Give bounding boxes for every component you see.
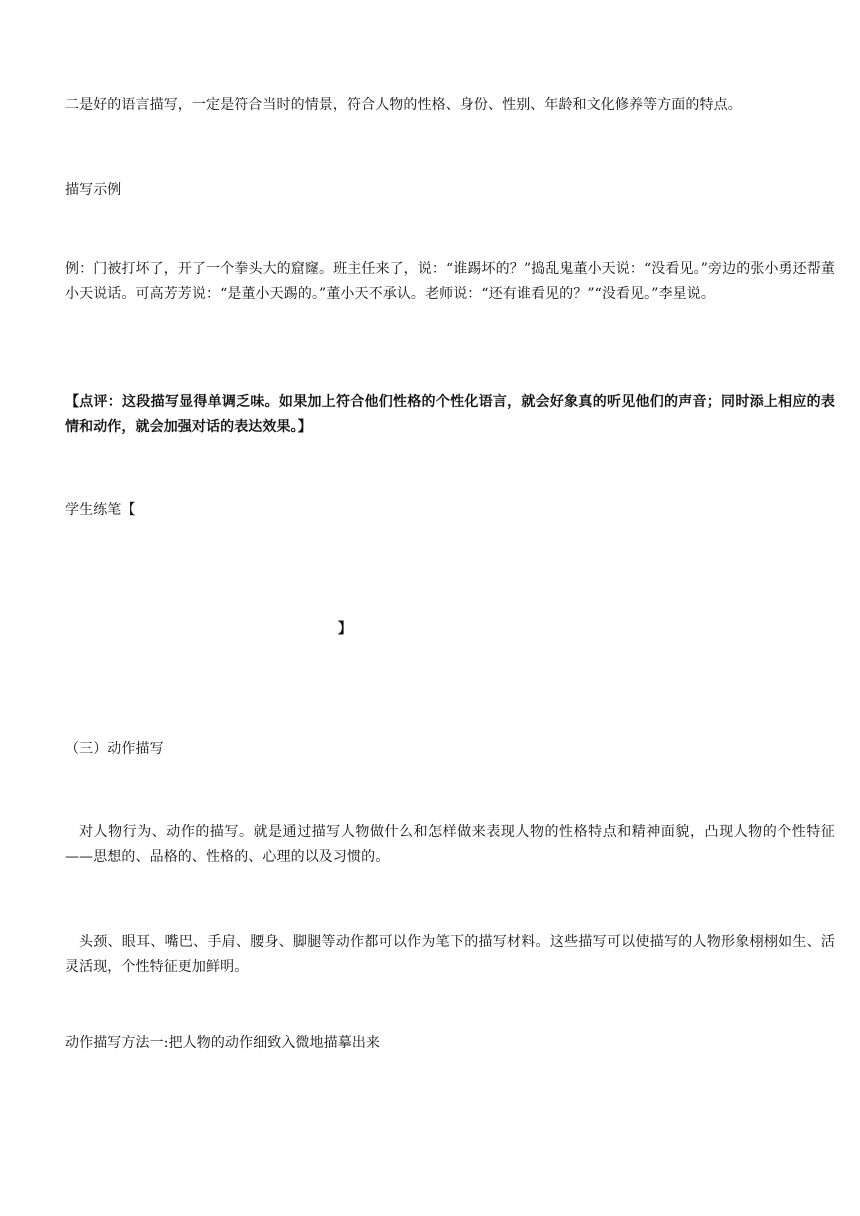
paragraph-action-definition: 对人物行为、动作的描写。就是通过描写人物做什么和怎样做来表现人物的性格特点和精神面貌，凸现人物的个性特征——思想的、品格的、性格的、心理的以及习惯的。 bbox=[65, 824, 835, 865]
heading-action-method-one: 动作描写方法一:把人物的动作细致入微地描摹出来 bbox=[65, 1035, 381, 1051]
paragraph-language-description-point-two: 二是好的语言描写，一定是符合当时的情景，符合人物的性格、身份、性别、年龄和文化修养等方面的特点。 bbox=[65, 97, 742, 113]
label-student-practice: 学生练笔【 bbox=[65, 502, 136, 518]
paragraph-comment: 【点评：这段描写显得单调乏味。如果加上符合他们性格的个性化语言，就会好象真的听见他们的声音；同时添上相应的表情和动作，就会加强对话的表达效果。】 bbox=[65, 394, 835, 435]
paragraph-example-text: 例：门被打坏了，开了一个拳头大的窟窿。班主任来了，说：“谁踢坏的？”捣乱鬼董小天说：“没看见。”旁边的张小勇还帮董小天说话。可高芳芳说：“是董小天踢的。”董小天不承认。老师说：“还有谁看见的？”“没看见。”李星说。 bbox=[65, 261, 835, 302]
heading-description-example: 描写示例 bbox=[65, 182, 122, 198]
student-practice-closing-bracket: 】 bbox=[338, 621, 352, 637]
heading-section-three-action-description: （三）动作描写 bbox=[65, 741, 164, 757]
paragraph-action-materials: 头颈、眼耳、嘴巴、手肩、腰身、脚腿等动作都可以作为笔下的描写材料。这些描写可以使描写的人物形象栩栩如生、活灵活现，个性特征更加鲜明。 bbox=[65, 934, 835, 975]
